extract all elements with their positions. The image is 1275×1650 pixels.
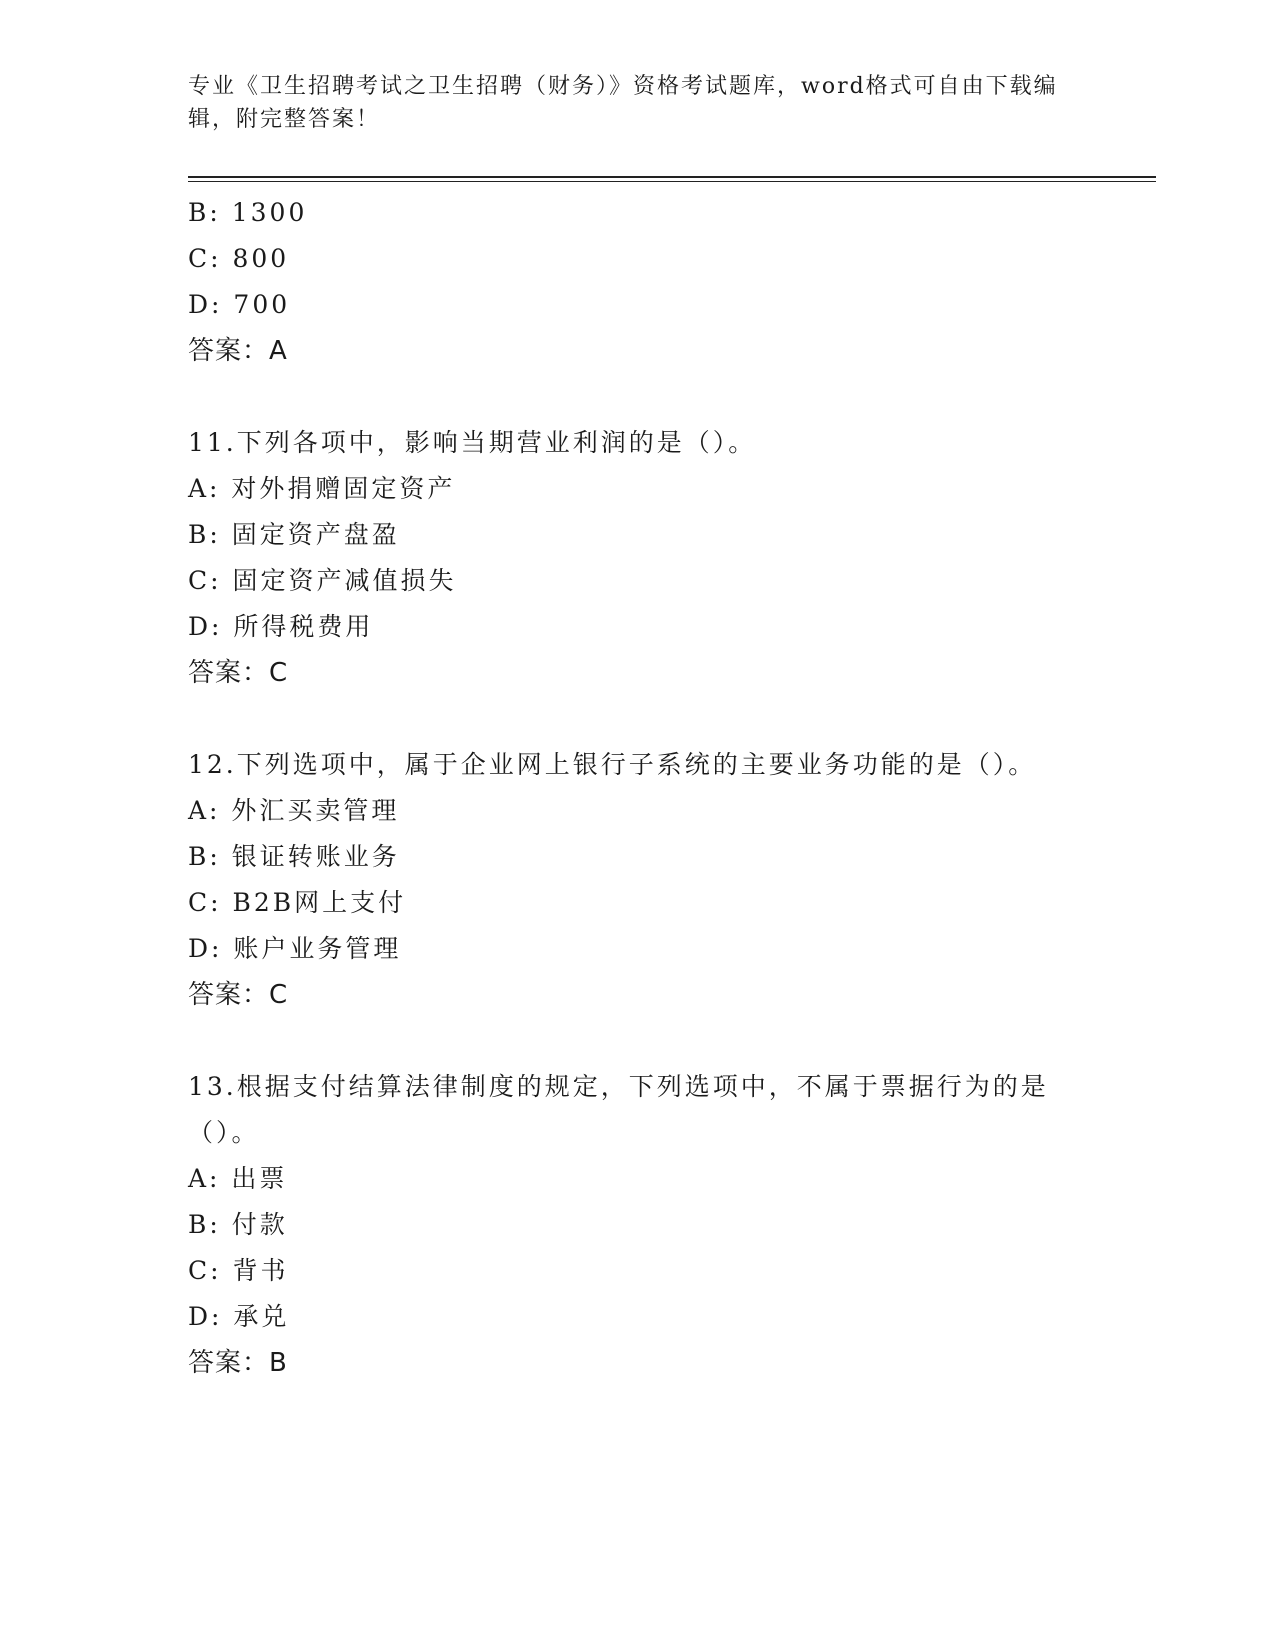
option-d: D: 700 <box>188 290 291 319</box>
header-rule-thin <box>188 181 1156 182</box>
option-d: D: 账户业务管理 <box>188 934 402 963</box>
question-11 <box>188 420 1088 696</box>
answer-line: 答案：B <box>188 1348 288 1378</box>
option-d: D: 承兑 <box>188 1302 290 1331</box>
answer-line: 答案：A <box>188 336 288 366</box>
option-d: D: 所得税费用 <box>188 612 374 641</box>
option-c: C: 800 <box>188 244 290 273</box>
answer-line: 答案：C <box>188 980 289 1010</box>
question-stem: 11.下列各项中，影响当期营业利润的是（）。 <box>188 428 757 457</box>
carryover-question <box>188 190 1088 374</box>
option-b: B: 固定资产盘盈 <box>188 520 400 549</box>
option-b: B: 银证转账业务 <box>188 842 400 871</box>
question-stem: 12.下列选项中，属于企业网上银行子系统的主要业务功能的是（）。 <box>188 750 1037 779</box>
document-header: 专业《卫生招聘考试之卫生招聘（财务）》资格考试题库，word格式可自由下载编辑，附完整答案！ <box>188 74 1058 132</box>
header-rule-thick <box>188 176 1156 178</box>
question-13 <box>188 1064 1088 1386</box>
option-b: B: 付款 <box>188 1210 288 1239</box>
option-b: B: 1300 <box>188 198 308 227</box>
option-a: A: 出票 <box>188 1164 288 1193</box>
option-c: C: 固定资产减值损失 <box>188 566 457 595</box>
option-c: C: B2B网上支付 <box>188 888 407 917</box>
option-a: A: 对外捐赠固定资产 <box>188 474 456 503</box>
question-list <box>188 190 1088 1386</box>
option-c: C: 背书 <box>188 1256 289 1285</box>
question-12 <box>188 742 1088 1018</box>
option-a: A: 外汇买卖管理 <box>188 796 400 825</box>
answer-line: 答案：C <box>188 658 289 688</box>
question-stem: 13.根据支付结算法律制度的规定，下列选项中，不属于票据行为的是（）。 <box>188 1072 1049 1147</box>
